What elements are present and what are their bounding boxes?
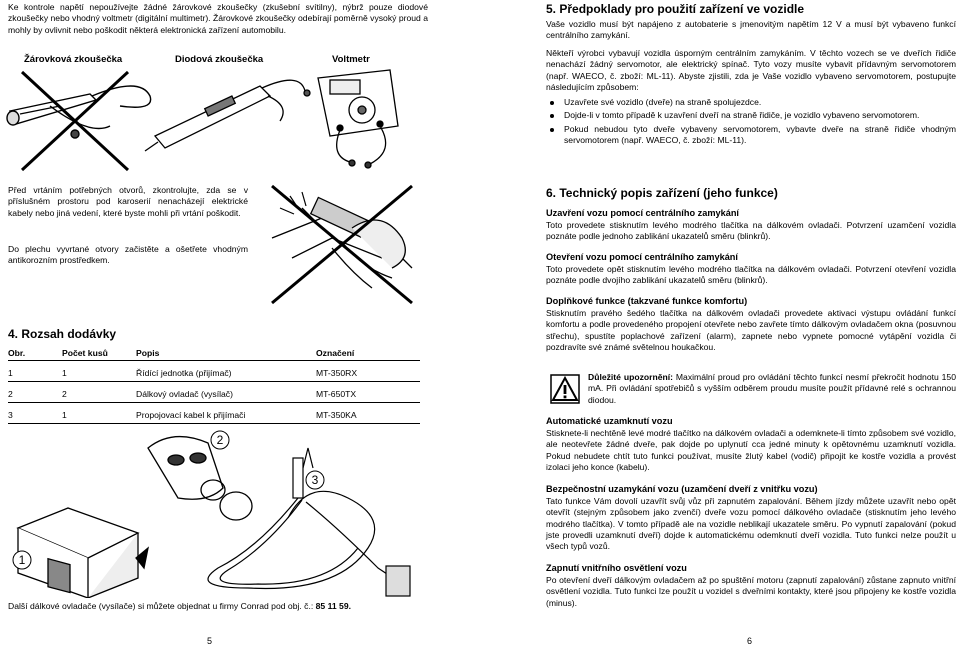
cell-fig: 2 — [8, 382, 62, 403]
bulb-tester-image — [7, 86, 151, 138]
unlock-heading: Otevření vozu pomocí centrálního zamykání — [546, 252, 738, 262]
list-item: Dojde-li v tomto případě k uzavření dveří na straně řidiče, je vozidlo vybaveno servomotorem. — [546, 110, 956, 121]
page-number-right: 6 — [747, 636, 753, 646]
cell-code: MT-350RX — [316, 361, 420, 382]
diode-tester-image — [145, 80, 310, 151]
callout-number-1: 1 — [18, 553, 26, 567]
remote-control-image — [148, 437, 252, 520]
supply-heading: 4. Rozsah dodávky — [8, 327, 117, 341]
wire-harness-image — [208, 448, 410, 596]
cell-count: 1 — [62, 361, 136, 382]
extra-functions-text: Stisknutím pravého šedého tlačítka na dálkovém ovladači provedete aktivaci výstupu ovládání funkcí komfortu a podle provedeného propojení otevřete nebo zavřete tímto dálkovým ovladačem okna (posuvnou střechu), spustíte poplachové zařízení (alarm), zapnete nebo vypnete pomocné vytápění vozidla či pozdravíte své známé světelnou houkačkou. — [546, 308, 956, 352]
col-header-code: Označení — [316, 348, 420, 361]
col-header-count: Počet kusů — [62, 348, 136, 361]
section5-heading: 5. Předpoklady pro použití zařízení ve vozidle — [546, 2, 805, 16]
cell-count: 2 — [62, 382, 136, 403]
table-row — [8, 361, 420, 382]
cell-count: 1 — [62, 403, 136, 424]
auto-lock-heading: Automatické uzamknutí vozu — [546, 416, 673, 426]
label-diode-tester: Diodová zkoušečka — [175, 54, 264, 65]
callout-number-2: 2 — [216, 433, 224, 447]
col-header-fig: Obr. — [8, 348, 62, 361]
intro-paragraph: Ke kontrole napětí nepoužívejte žádné žárovkové zkoušečky (zkušební svítilny), nýbrž pouze diodové zkoušečky nebo vhodný voltmetr (digitální multimetr). Žárovkové zkoušečky odebírají poměrně vysoký proud a mohly by ovlivnit nebo poškodit některá elektronická zařízení automobilu. — [8, 2, 428, 35]
safe-lock-heading: Bezpečnostní uzamykání vozu (uzamčení dveří z vnitřku vozu) — [546, 484, 818, 494]
auto-lock-text: Stisknete-li nechtěně levé modré tlačítko na dálkovém ovladači a odemknete-li tímto způsobem své vozidlo, ale neotevřete žádné dveře, pak dojde po uplynutí cca jedné minuty k opětovnému uzamknutí vozidla. Pokud nebudete chtít tuto funkci používat, musíte žlutý kabel (vodič) připojit ke kostře vozidla a provést izolaci jeho konce (kabelu). — [546, 428, 956, 472]
important-note — [550, 372, 956, 406]
safe-lock-text: Tato funkce Vám dovolí uzavřít svůj vůz při zapnutém zapalování. Během jízdy můžete uzavřít nebo opět otevřít (stejným způsobem jako zvenčí) dveře vozu pomocí dálkového ovladače (stisknutím jeho levého modrého tlačítka). V tomto případě ale na vozidle neblikají ukazatele směru. Po vypnutí zapalování (pokud jste provedli uzamknutí dveří) dojde k automatickému odemknutí dveří vozidla. Tuto funkci nelze použít u všech typů vozů. — [546, 496, 956, 552]
section5-paragraph-1: Vaše vozidlo musí být napájeno z autobaterie s jmenovitým napětím 12 V a musí být vybaveno funkcí centrálního zamykání. — [546, 19, 956, 41]
section5-paragraph-2: Někteří výrobci vybavují vozidla úsporným centrálním zamykáním. V těchto vozech se ve dveřích řidiče nenachází žádný servomotor, ale elektrický spínač. Tyto vozy musíte vybavit přídavným servomotorem (např. WAECO, č. zboží: ML-11). Abyste zjistili, zda je Vaše vozidlo vybaveno servomotorem, postupujte následujícím způsobem: — [546, 48, 956, 92]
note-label: Důležité upozornění: — [588, 372, 673, 382]
list-item: Pokud nebudou tyto dveře vybaveny servomotorem, vybavte dveře na straně řidiče vhodným servomotorem (např. WAECO, č. zboží: ML-11). — [546, 124, 956, 147]
lock-text: Toto provedete stisknutím levého modrého tlačítka na dálkovém ovladači. Potvrzení uzamčení vozidla poznáte podle jednoho zablikání ukazatelů směru (blinkrů). — [546, 220, 956, 242]
cell-code: MT-350KA — [316, 403, 420, 424]
interior-light-text: Po otevření dveří dálkovým ovladačem až po spuštění motoru (zapnutí zapalování) zůstane zapnuto vnitřní osvětlení vozidla. Tuto funkci lze použít u vozidel s dveřními kontakty, které jsou připojeny ke kostře vozidla (minus). — [546, 575, 956, 608]
warning-icon — [550, 374, 580, 404]
note-paragraph — [588, 372, 956, 406]
interior-light-heading: Zapnutí vnitřního osvětlení vozu — [546, 563, 687, 573]
testers-illustration — [0, 66, 420, 174]
table-row — [8, 382, 420, 403]
section6-heading: 6. Technický popis zařízení (jeho funkce) — [546, 186, 778, 200]
drilling-warning-text: Před vrtáním potřebných otvorů, zkontrolujte, zda se v příslušném prostoru pod karoserií nenacházejí elektrické kabely nebo jiná vedení, které byste mohli při vrtání poškodit. — [8, 185, 248, 218]
unlock-text: Toto provedete opět stisknutím levého modrého tlačítka na dálkovém ovladači. Potvrzení otevření vozidla poznáte podle dvojího zablikání ukazatelů směru (blinkrů). — [546, 264, 956, 286]
voltmeter-image — [318, 70, 398, 168]
callout-number-3: 3 — [311, 473, 319, 487]
label-bulb-tester: Žárovková zkoušečka — [24, 54, 123, 65]
supply-table — [8, 348, 420, 424]
product-illustration — [8, 428, 420, 598]
cell-code: MT-650TX — [316, 382, 420, 403]
right-page — [480, 0, 960, 649]
order-info — [8, 601, 428, 612]
drilling-illustration — [262, 178, 422, 308]
order-text: Další dálkové ovladače (vysílače) si můžete objednat u firmy Conrad pod obj. č.: — [8, 601, 314, 611]
col-header-description: Popis — [136, 348, 316, 361]
cell-fig: 1 — [8, 361, 62, 382]
list-item: Uzavřete své vozidlo (dveře) na straně spolujezdce. — [546, 97, 956, 108]
extra-functions-heading: Doplňkové funkce (takzvané funkce komfortu) — [546, 296, 748, 306]
page-number-left: 5 — [207, 636, 213, 646]
cell-fig: 3 — [8, 403, 62, 424]
label-voltmeter: Voltmetr — [332, 54, 370, 65]
order-number: 85 11 59. — [315, 601, 351, 611]
cell-description: Propojovací kabel k přijímači — [136, 403, 316, 424]
section5-bullet-list — [546, 97, 956, 148]
table-header-row — [8, 348, 420, 361]
table-row — [8, 403, 420, 424]
cell-description: Řídící jednotka (přijímač) — [136, 361, 316, 382]
note-text: Maximální proud pro ovládání těchto funkcí nesmí překročit hodnotu 150 mA. Při ovládání spotřebičů s vyšším odběrem proudu musíte použít přídavné relé s ochrannou diodou. — [588, 372, 956, 405]
anticorrosion-text: Do plechu vyvrtané otvory začistěte a ošetřete vhodným antikorozním prostředkem. — [8, 244, 248, 266]
cell-description: Dálkový ovladač (vysílač) — [136, 382, 316, 403]
receiver-unit-image — [18, 508, 148, 598]
lock-heading: Uzavření vozu pomocí centrálního zamykání — [546, 208, 739, 218]
